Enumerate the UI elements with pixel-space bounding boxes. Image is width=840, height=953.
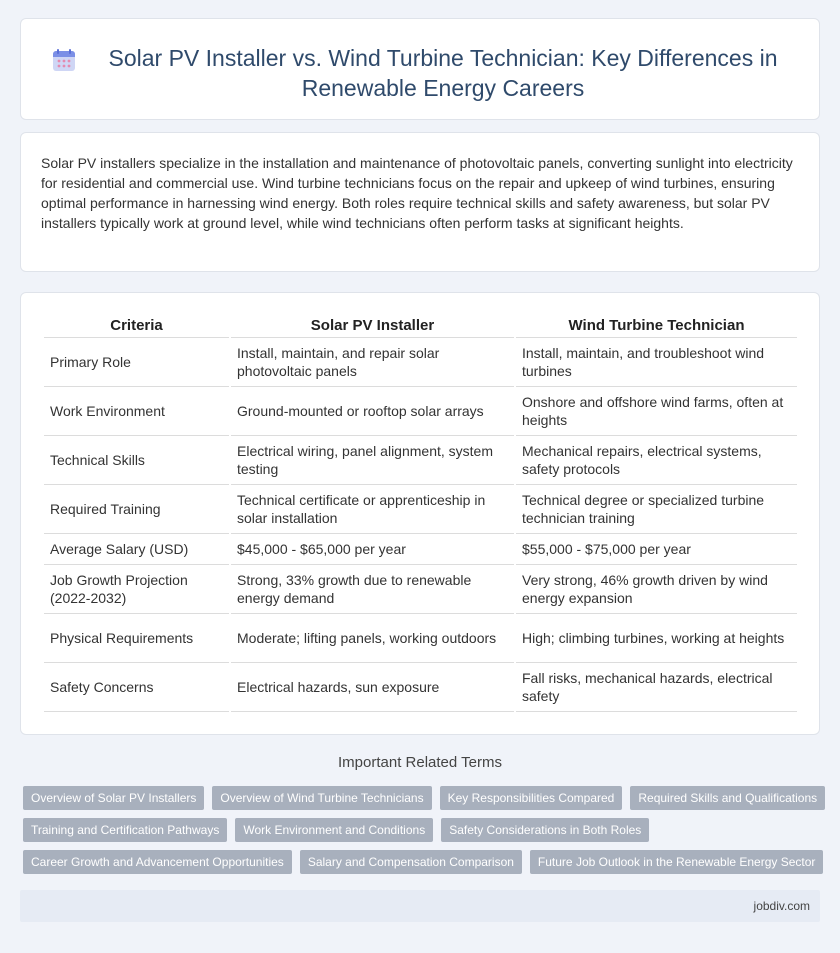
row-solar: Electrical hazards, sun exposure xyxy=(231,663,514,712)
row-wind: Mechanical repairs, electrical systems, safety protocols xyxy=(516,436,797,485)
tag-row xyxy=(23,850,823,874)
related-term-tag[interactable]: Required Skills and Qualifications xyxy=(630,786,825,810)
row-solar: Technical certificate or apprenticeship in solar installation xyxy=(231,485,514,534)
row-criteria: Physical Requirements xyxy=(44,614,229,663)
related-term-tag[interactable]: Salary and Compensation Comparison xyxy=(300,850,522,874)
table-row xyxy=(44,565,797,614)
row-wind: High; climbing turbines, working at heights xyxy=(516,614,797,663)
related-term-tag[interactable]: Key Responsibilities Compared xyxy=(440,786,623,810)
row-wind: Very strong, 46% growth driven by wind energy expansion xyxy=(516,565,797,614)
row-criteria: Primary Role xyxy=(44,338,229,387)
table-header-row xyxy=(44,310,797,338)
row-wind: $55,000 - $75,000 per year xyxy=(516,534,797,565)
table-row xyxy=(44,338,797,387)
row-criteria: Job Growth Projection (2022-2032) xyxy=(44,565,229,614)
row-wind: Onshore and offshore wind farms, often at heights xyxy=(516,387,797,436)
intro-card xyxy=(20,132,820,272)
related-term-tag[interactable]: Training and Certification Pathways xyxy=(23,818,227,842)
related-term-tag[interactable]: Work Environment and Conditions xyxy=(235,818,433,842)
footer-site-link[interactable]: jobdiv.com xyxy=(753,899,810,913)
intro-paragraph: Solar PV installers specialize in the installation and maintenance of photovoltaic panels, converting sunlight into electricity for residential and commercial use. Wind turbine technicians focus on the repair and upkeep of wind turbines, ensuring optimal performance in harnessing wind energy. Both roles require technical skills and safety awareness, but solar PV installers typically work at ground level, while wind technicians often perform tasks at significant heights. xyxy=(41,155,793,231)
related-term-tag[interactable]: Safety Considerations in Both Roles xyxy=(441,818,649,842)
row-criteria: Average Salary (USD) xyxy=(44,534,229,565)
row-solar: Install, maintain, and repair solar photovoltaic panels xyxy=(231,338,514,387)
row-solar: Strong, 33% growth due to renewable energy demand xyxy=(231,565,514,614)
related-term-tag[interactable]: Future Job Outlook in the Renewable Energy Sector xyxy=(530,850,824,874)
page-title: Solar PV Installer vs. Wind Turbine Technician: Key Differences in Renewable Energy Careers xyxy=(108,45,778,101)
related-term-tag[interactable]: Overview of Wind Turbine Technicians xyxy=(212,786,431,810)
row-criteria: Work Environment xyxy=(44,387,229,436)
table-row xyxy=(44,663,797,712)
related-term-tag[interactable]: Career Growth and Advancement Opportunities xyxy=(23,850,292,874)
related-terms-list xyxy=(23,786,823,882)
row-solar: $45,000 - $65,000 per year xyxy=(231,534,514,565)
related-term-tag[interactable]: Overview of Solar PV Installers xyxy=(23,786,204,810)
row-wind: Fall risks, mechanical hazards, electrical safety xyxy=(516,663,797,712)
table-row xyxy=(44,534,797,565)
header-criteria: Criteria xyxy=(44,310,229,338)
tag-row xyxy=(23,786,823,810)
row-solar: Ground-mounted or rooftop solar arrays xyxy=(231,387,514,436)
comparison-table-card xyxy=(20,292,820,735)
header-wind: Wind Turbine Technician xyxy=(516,310,797,338)
row-wind: Install, maintain, and troubleshoot wind turbines xyxy=(516,338,797,387)
table-row xyxy=(44,387,797,436)
table-row xyxy=(44,614,797,663)
header-solar: Solar PV Installer xyxy=(231,310,514,338)
tag-row xyxy=(23,818,823,842)
related-terms-title: Important Related Terms xyxy=(338,754,502,771)
row-criteria: Technical Skills xyxy=(44,436,229,485)
footer xyxy=(20,890,820,922)
table-row xyxy=(44,485,797,534)
comparison-table xyxy=(42,310,799,712)
row-criteria: Safety Concerns xyxy=(44,663,229,712)
calendar-icon xyxy=(51,47,77,73)
row-solar: Moderate; lifting panels, working outdoors xyxy=(231,614,514,663)
table-row xyxy=(44,436,797,485)
title-card xyxy=(20,18,820,120)
row-wind: Technical degree or specialized turbine technician training xyxy=(516,485,797,534)
row-solar: Electrical wiring, panel alignment, system testing xyxy=(231,436,514,485)
row-criteria: Required Training xyxy=(44,485,229,534)
